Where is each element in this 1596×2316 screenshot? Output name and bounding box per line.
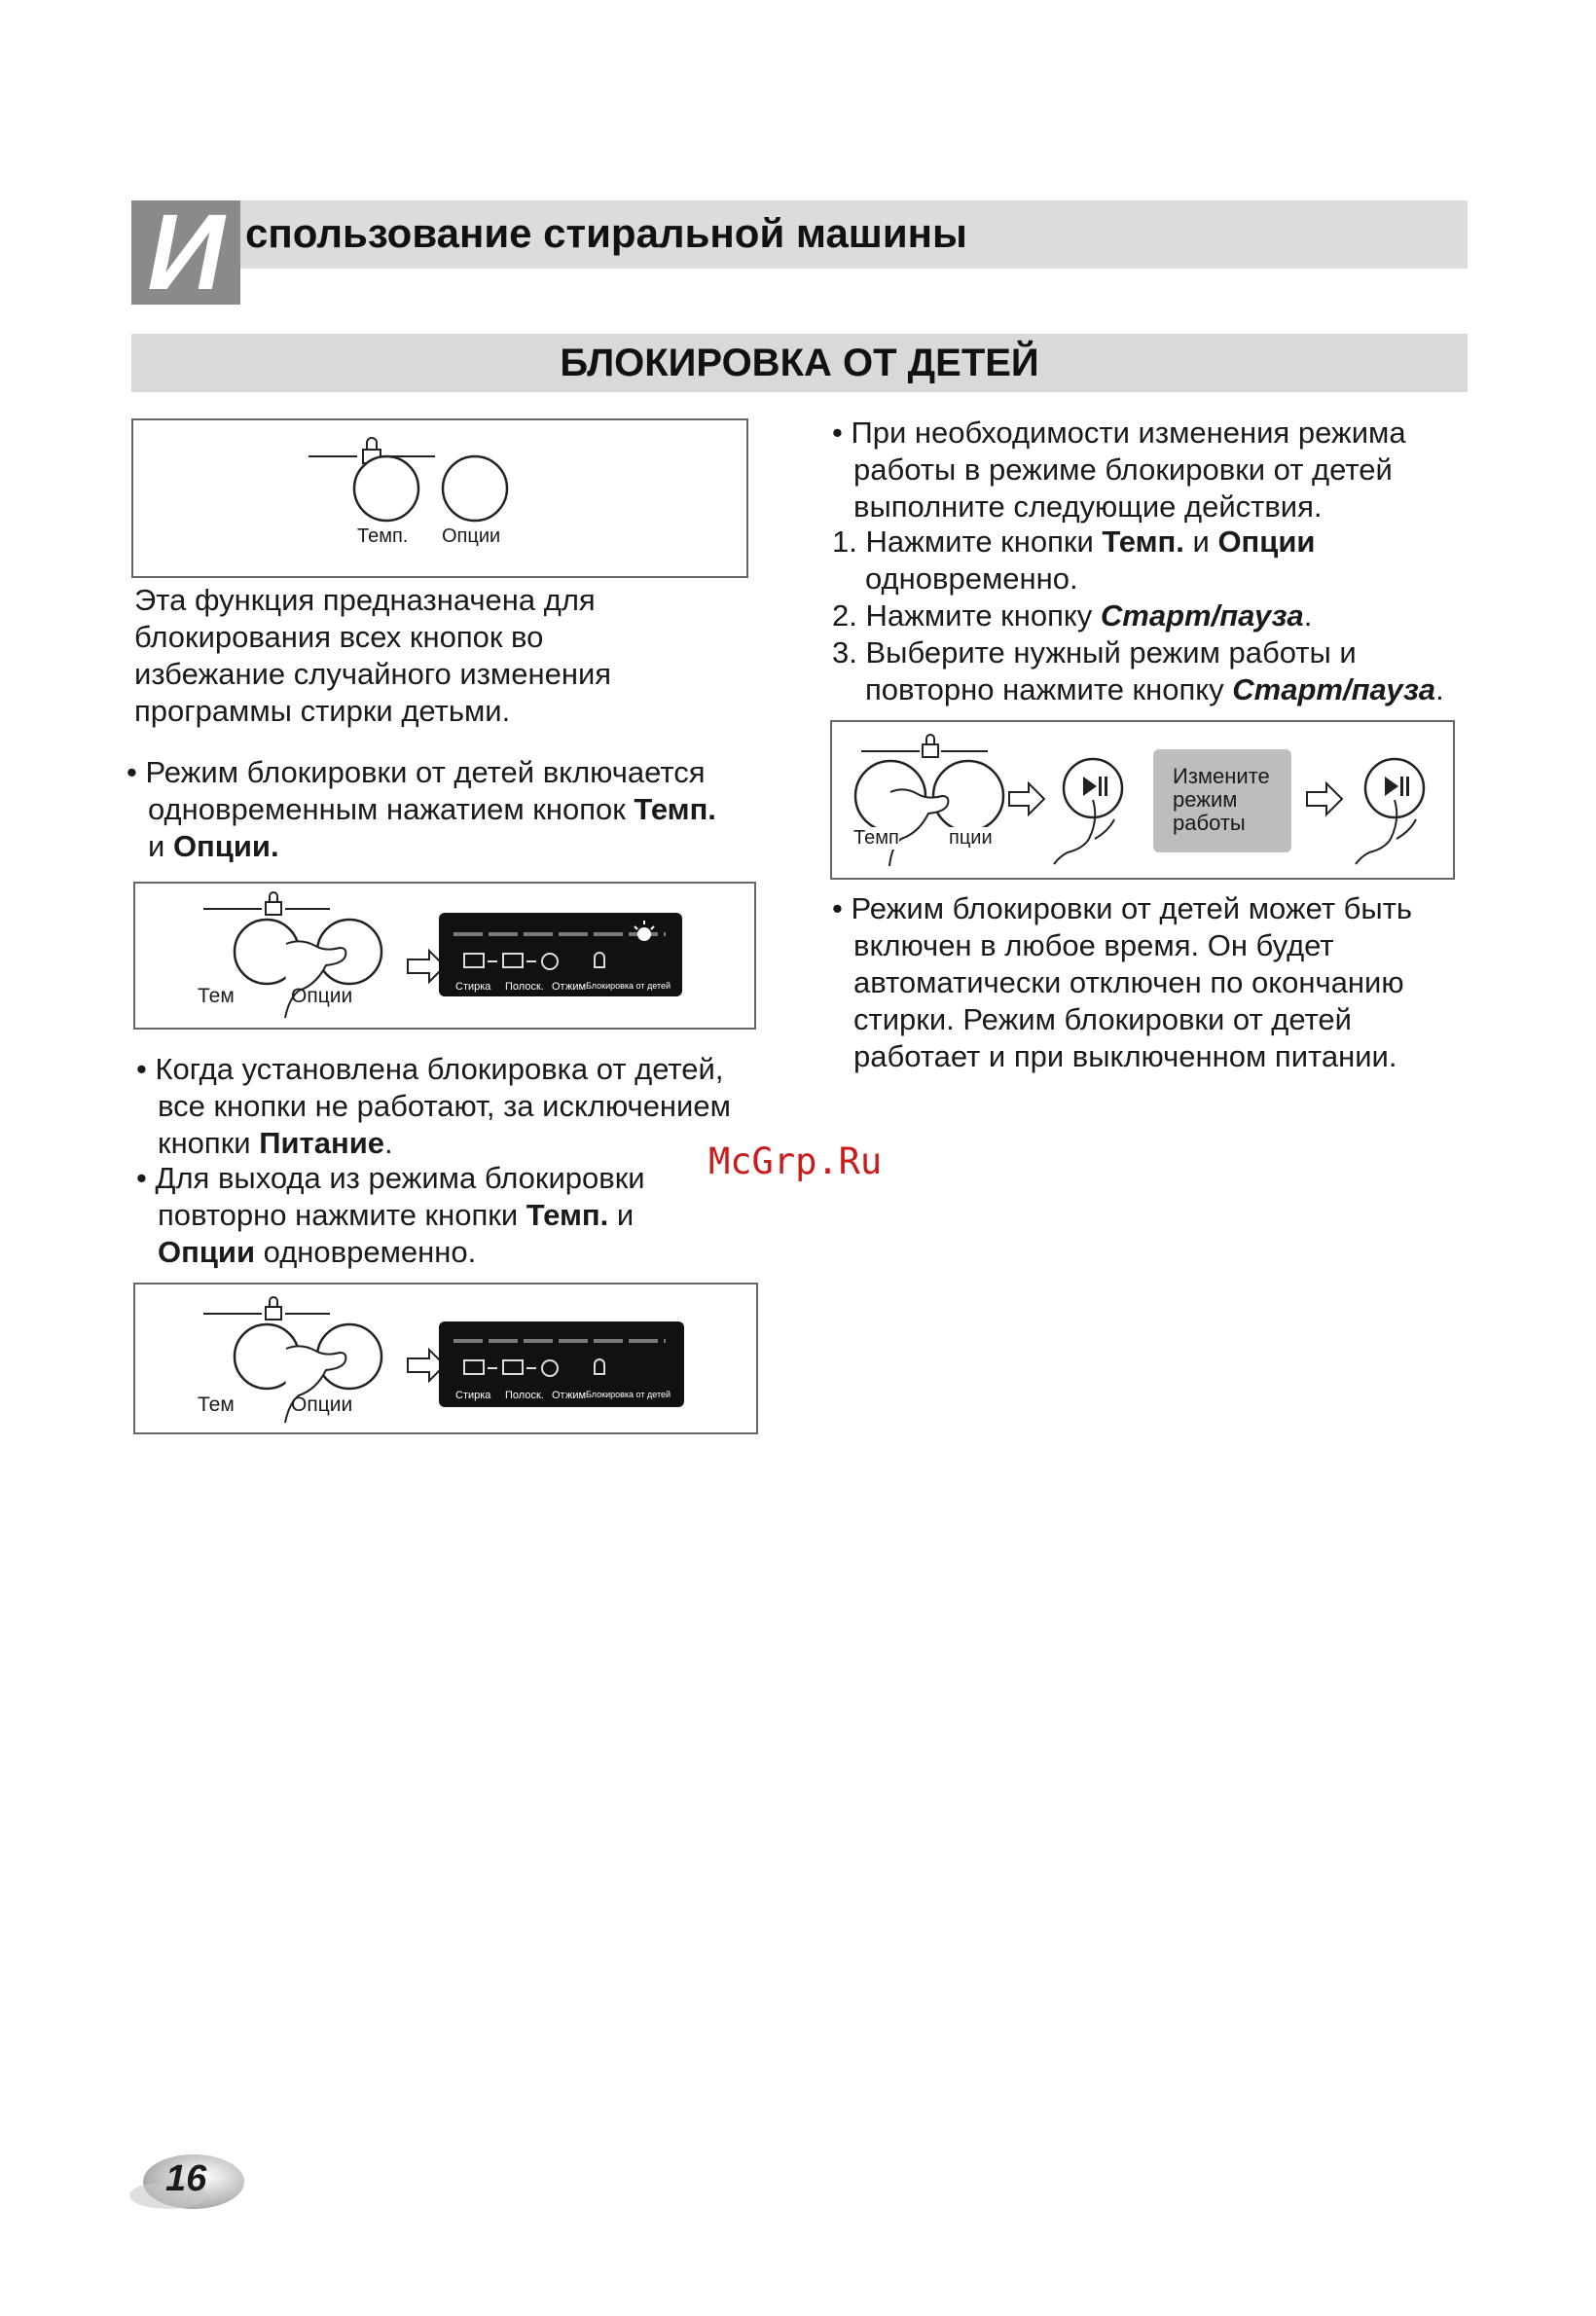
page-title: спользование стиральной машины — [245, 210, 967, 256]
watermark: McGrp.Ru — [708, 1140, 883, 1182]
arrow-icon — [1009, 783, 1044, 814]
temp-button-icon — [354, 456, 418, 521]
section-title: БЛОКИРОВКА ОТ ДЕТЕЙ — [131, 334, 1468, 392]
temp-label: Темп. — [357, 525, 409, 547]
childlock-lamp-icon — [637, 927, 651, 941]
right-note: • Режим блокировки от детей может быть включен в любое время. Он будет автоматически отключен по окончанию стирки. Режим блокировки от детей работает и при выключенном питании. — [832, 891, 1413, 1073]
right-intro: • При необходимости изменения режима работы в режиме блокировки от детей выполните следующие действия. — [832, 416, 1406, 524]
header-initial-letter: И — [131, 200, 240, 305]
options-button-icon — [443, 456, 507, 521]
step-2: 2. Нажмите кнопку Старт/пауза. — [832, 598, 1313, 633]
arrow-icon — [1307, 783, 1342, 814]
bullet-locked: • Когда установлена блокировка от детей, все кнопки не работают, за исключением кнопки Питание. — [136, 1052, 731, 1160]
bullet-exit: • Для выхода из режима блокировки повторно нажмите кнопки Темп. и Опции одновременно. — [136, 1161, 645, 1269]
figure-lock-on: Стирка Полоск. Отжим Блокировка от детей Тем Опции — [133, 882, 756, 1030]
figure-lock-off: Стирка Полоск. Отжим Блокировка от детей Тем Опции — [133, 1283, 758, 1434]
steps-list — [832, 524, 1465, 708]
bullet-activate: • Режим блокировки от детей включается одновременным нажатием кнопок Темп. и Опции. — [127, 755, 716, 863]
figure-buttons — [131, 418, 748, 578]
intro-text: Эта функция предназначена для блокирования всех кнопок во избежание случайного изменения программы стирки детьми. — [134, 583, 612, 728]
page-number: 16 — [165, 2158, 207, 2199]
step-1: 1. Нажмите кнопки Темп. и Опции одновременно. — [832, 525, 1316, 596]
figure-change-mode: Измените режим работы Темп пции — [830, 720, 1455, 880]
change-mode-label: Измените режим работы — [1173, 764, 1270, 835]
options-label: Опции — [442, 525, 501, 547]
step-3: 3. Выберите нужный режим работы и повторно нажмите кнопку Старт/пауза. — [832, 635, 1444, 706]
